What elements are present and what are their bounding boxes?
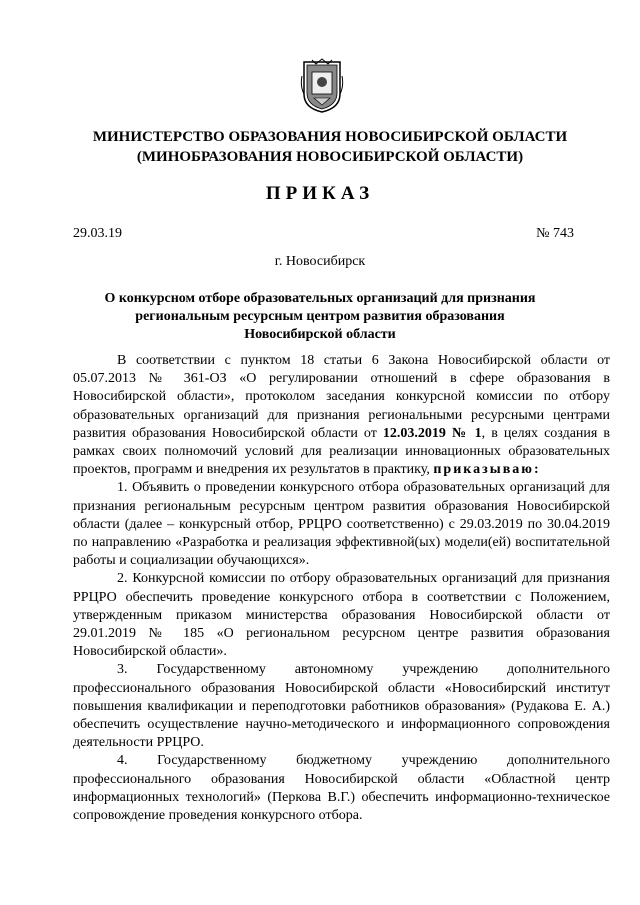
ministry-line-1: МИНИСТЕРСТВО ОБРАЗОВАНИЯ НОВОСИБИРСКОЙ ОБЛАСТИ bbox=[92, 129, 568, 145]
document-type: ПРИКАЗ bbox=[265, 183, 375, 204]
intro-paragraph bbox=[73, 352, 610, 479]
item-4: 4. Государственному бюджетному учреждению дополнительного профессионального образования Новосибирской области «Областной центр информационных технологий» (Перкова В.Г.) обеспечить информационно-техническое сопровождение проведения конкурсного отбора. bbox=[73, 753, 610, 824]
coat-of-arms-icon bbox=[300, 58, 344, 114]
intro-text-1: В соответствии с пунктом 18 статьи 6 Закона Новосибирской области от 05.07.2013 № 361-ОЗ «О регулировании отношений в сфере образования в Новосибирской области», протоколом заседания конкурсной комиссии по отбору образовательных организаций для признания региональными ресурсными центрами развития образования Новосибирской области от bbox=[73, 353, 610, 441]
order-number: № 743 bbox=[536, 226, 574, 241]
item-3: 3. Государственному автономному учреждению дополнительного профессионального образования Новосибирской области «Новосибирский институт повышения квалификации и переподготовки работников образования» (Рудакова Е. А.) обеспечить осуществление научно-методического и информационного сопровождения деятельности РРЦРО. bbox=[73, 662, 610, 751]
subject-line-2: региональным ресурсным центром развития образования bbox=[135, 309, 505, 324]
subject-line-1: О конкурсном отборе образовательных организаций для признания bbox=[104, 291, 536, 306]
intro-text-2: , в целях создания в рамках своих полномочий условий для реализации инновационных образовательных проектов, программ и внедрения их результатов в практику, bbox=[73, 425, 611, 478]
order-body bbox=[73, 352, 610, 825]
protocol-reference: 12.03.2019 № 1 bbox=[382, 425, 482, 441]
city: г. Новосибирск bbox=[274, 254, 366, 269]
item-1: 1. Объявить о проведении конкурсного отбора образовательных организаций для признания региональным ресурсным центром развития образования Новосибирской области (далее – конкурсный отбор, РРЦРО соответственно) с 29.03.2019 по 30.04.2019 по направлению «Разработка и реализация эффективной(ых) модели(ей) воспитательной работы и социализации обучающихся». bbox=[73, 480, 610, 569]
item-2: 2. Конкурсной комиссии по отбору образовательных организаций для признания РРЦРО обеспечить проведение конкурсного отбора в соответствии с Положением, утвержденным приказом министерства образования Новосибирской области от 29.01.2019 № 185 «О региональном ресурсном центре развития образования Новосибирской области». bbox=[73, 571, 610, 660]
subject-line-3: Новосибирской области bbox=[244, 327, 396, 342]
ministry-name bbox=[60, 127, 600, 167]
order-subject bbox=[100, 290, 540, 344]
order-word: приказываю: bbox=[433, 462, 541, 478]
ministry-line-2: (МИНОБРАЗОВАНИЯ НОВОСИБИРСКОЙ ОБЛАСТИ) bbox=[136, 149, 524, 165]
order-date: 29.03.19 bbox=[73, 226, 122, 241]
